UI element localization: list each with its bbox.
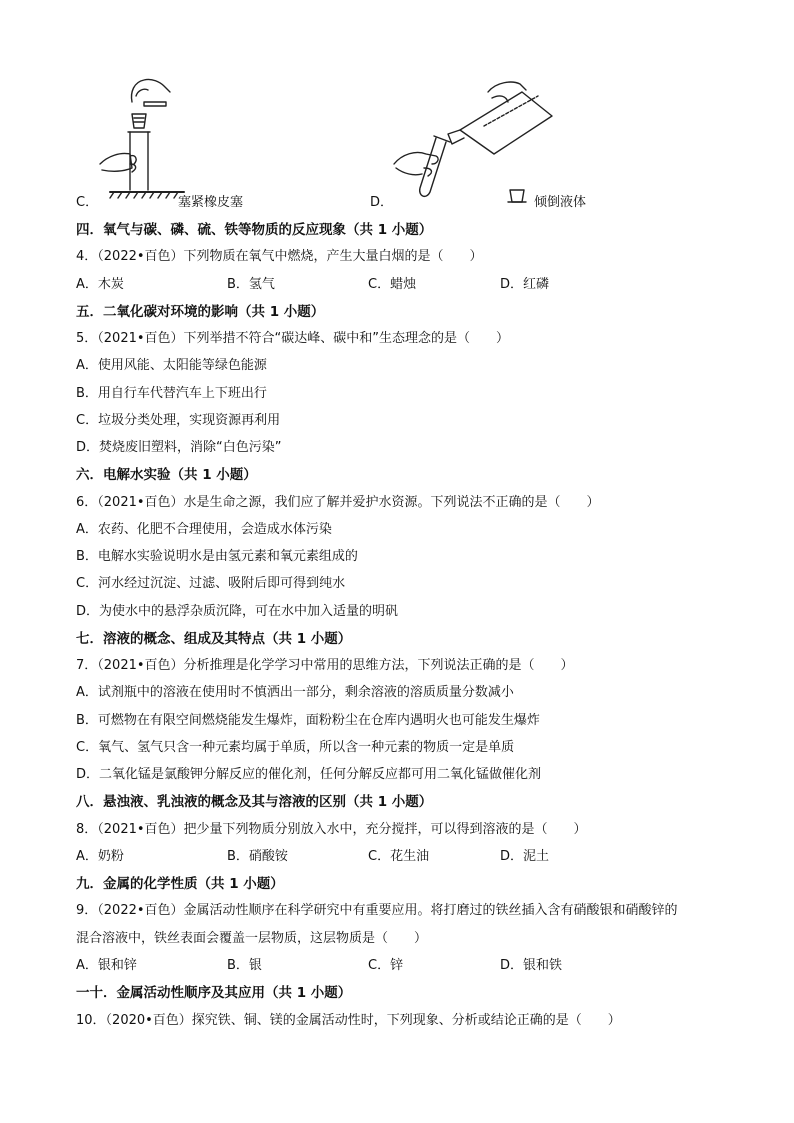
option: D．银和铁 [500, 958, 563, 973]
section-heading: 四．氧气与碳、磷、硫、铁等物质的反应现象（共 1 小题） [76, 222, 433, 238]
question-stem: 5．（2021•百色）下列举措不符合“碳达峰、碳中和”生态理念的是（ ） [76, 331, 509, 346]
section-heading: 一十．金属活动性顺序及其应用（共 1 小题） [76, 985, 352, 1001]
figure-c-insert-stopper [92, 72, 212, 200]
option: B．硝酸铵 [227, 849, 288, 864]
option: C．蜡烛 [368, 277, 417, 292]
question-stem: 6．（2021•百色）水是生命之源，我们应了解并爱护水资源。下列说法不正确的是（ ） [76, 495, 600, 510]
section-heading: 五．二氧化碳对环境的影响（共 1 小题） [76, 304, 325, 320]
option: A．农药、化肥不合理使用，会造成水体污染 [76, 522, 332, 537]
option: A．奶粉 [76, 849, 124, 864]
option: B．电解水实验说明水是由氢元素和氧元素组成的 [76, 549, 358, 564]
question-stem: 7．（2021•百色）分析推理是化学学习中常用的思维方法，下列说法正确的是（ ） [76, 658, 574, 673]
option: B．可燃物在有限空间燃烧能发生爆炸，面粉粉尘在仓库内遇明火也可能发生爆炸 [76, 713, 540, 728]
option: C．花生油 [368, 849, 430, 864]
question-stem: 9．（2022•百色）金属活动性顺序在科学研究中有重要应用。将打磨过的铁丝插入含有硝酸银和硝酸锌的 [76, 903, 678, 918]
question-stem-continued: 混合溶液中，铁丝表面会覆盖一层物质，这层物质是（ ） [76, 931, 428, 946]
figure-c-label: C． [76, 195, 99, 210]
section-heading: 六．电解水实验（共 1 小题） [76, 467, 257, 483]
figure-d-label: D． [370, 195, 394, 210]
figure-c-caption: 塞紧橡皮塞 [178, 195, 244, 210]
option: D．泥土 [500, 849, 550, 864]
option: A．银和锌 [76, 958, 137, 973]
option: C．垃圾分类处理，实现资源再利用 [76, 413, 281, 428]
section-heading: 八．悬浊液、乳浊液的概念及其与溶液的区别（共 1 小题） [76, 794, 433, 810]
option: B．氢气 [227, 277, 275, 292]
option: D．二氧化锰是氯酸钾分解反应的催化剂，任何分解反应都可用二氧化锰做催化剂 [76, 767, 542, 782]
option: B．用自行车代替汽车上下班出行 [76, 386, 267, 401]
section-heading: 七．溶液的概念、组成及其特点（共 1 小题） [76, 631, 352, 647]
option: A．试剂瓶中的溶液在使用时不慎洒出一部分，剩余溶液的溶质质量分数减小 [76, 685, 514, 700]
option: D．焚烧废旧塑料，消除“白色污染” [76, 440, 282, 455]
option: A．使用风能、太阳能等绿色能源 [76, 358, 267, 373]
option: A．木炭 [76, 277, 124, 292]
option: C．锌 [368, 958, 404, 973]
option: D．为使水中的悬浮杂质沉降，可在水中加入适量的明矾 [76, 604, 399, 619]
section-heading: 九．金属的化学性质（共 1 小题） [76, 876, 284, 892]
option: B．银 [227, 958, 262, 973]
figure-d-pour-liquid [392, 72, 562, 214]
question-stem: 4．（2022•百色）下列物质在氧气中燃烧，产生大量白烟的是（ ） [76, 249, 483, 264]
question-stem: 8．（2021•百色）把少量下列物质分别放入水中，充分搅拌，可以得到溶液的是（ ） [76, 822, 587, 837]
question-stem: 10．（2020•百色）探究铁、铜、镁的金属活动性时，下列现象、分析或结论正确的是（ ） [76, 1013, 621, 1028]
option: C．河水经过沉淀、过滤、吸附后即可得到纯水 [76, 576, 346, 591]
figure-d-caption: 倾倒液体 [534, 195, 587, 210]
option: D．红磷 [500, 277, 550, 292]
option: C．氧气、氢气只含一种元素均属于单质，所以含一种元素的物质一定是单质 [76, 740, 515, 755]
